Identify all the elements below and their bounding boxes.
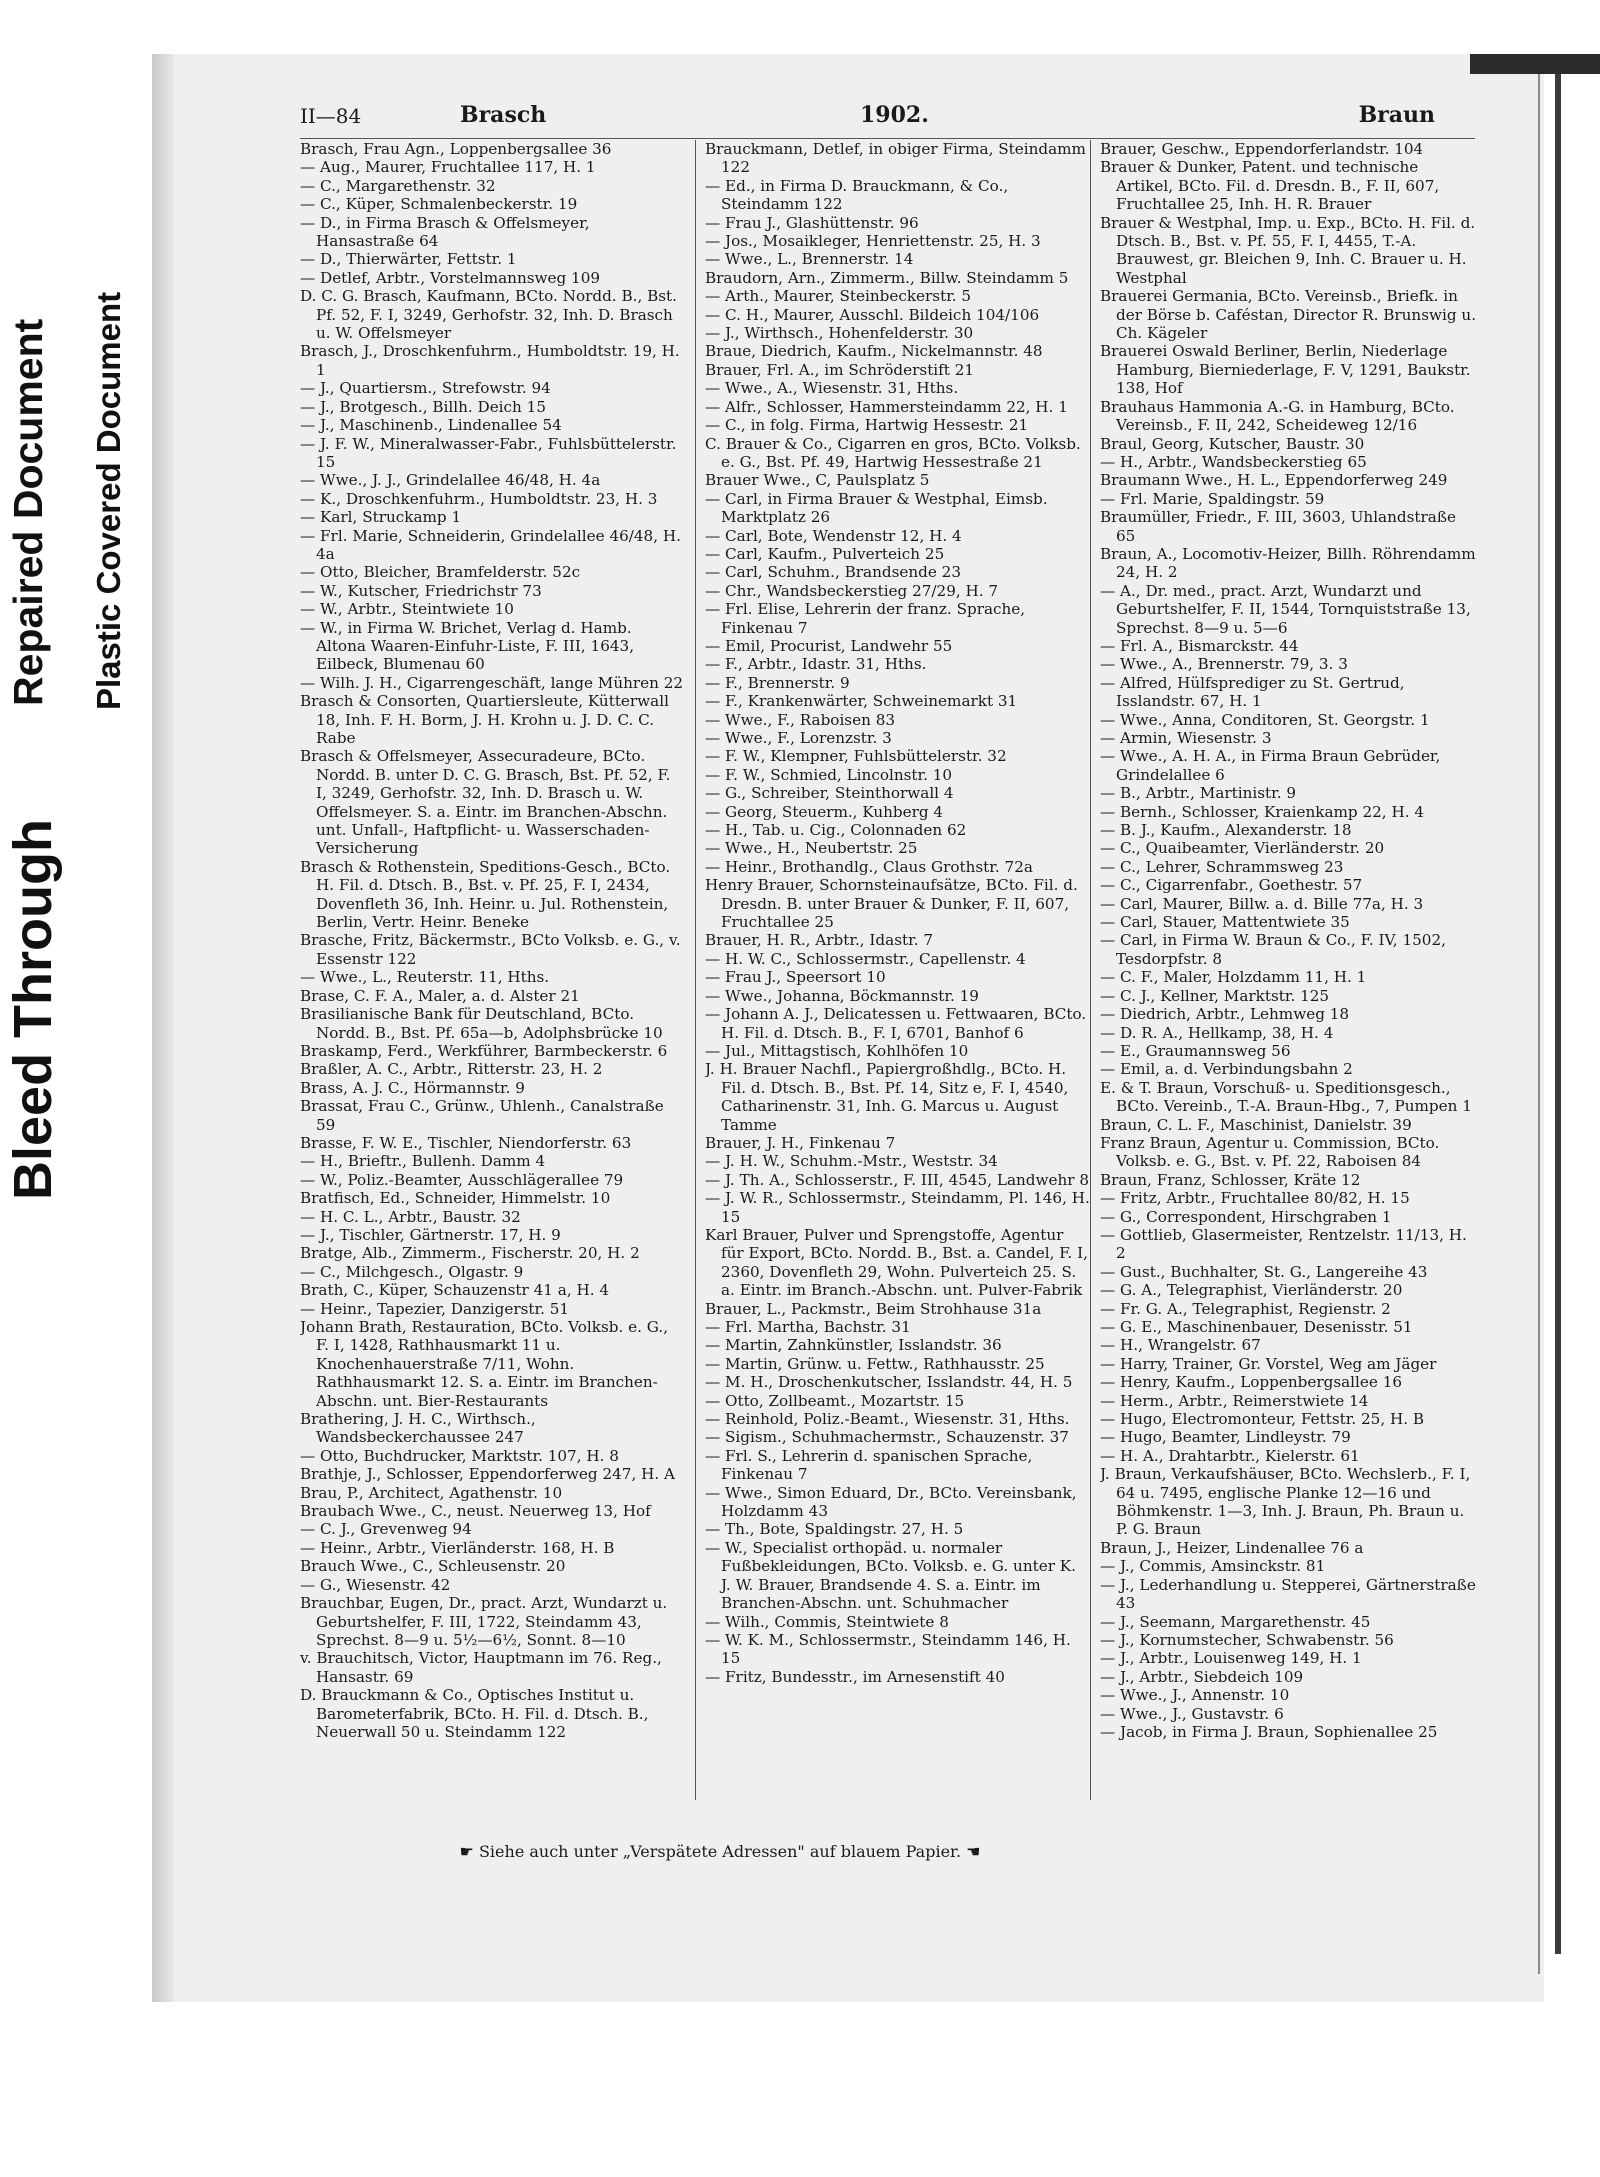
directory-entry: — Wwe., Johanna, Böckmannstr. 19	[705, 986, 979, 1005]
column-2	[705, 140, 1090, 1840]
directory-entry: — W., Poliz.-Beamter, Ausschlägerallee 79	[300, 1170, 624, 1189]
column-1	[300, 140, 685, 1840]
directory-entry: — Heinr., Brothandlg., Claus Grothstr. 72a	[705, 857, 1033, 876]
directory-entry: — F., Arbtr., Idastr. 31, Hths.	[705, 655, 927, 674]
directory-entry: — C. J., Grevenweg 94	[300, 1520, 472, 1539]
directory-entry: — F., Brennerstr. 9	[705, 673, 850, 692]
directory-entry: Brasch & Offelsmeyer, Assecuradeure, BCto. Nordd. B. unter D. C. G. Brasch, Bst. Pf. 52, F. I, 3249, Gerhofstr. 32, Inh. D. Brasch u. W. Offelsmeyer. S. a. Eintr. im Branchen-Abschn. unt. Unfall-, Haftpflicht- u. Wasserschaden-Versicherung	[300, 747, 671, 858]
directory-entry: — J., Lederhandlung u. Stepperei, Gärtnerstraße 43	[1100, 1575, 1476, 1613]
directory-entry: — Heinr., Tapezier, Danzigerstr. 51	[300, 1299, 570, 1318]
directory-entry: J. Braun, Verkaufshäuser, BCto. Wechslerb., F. I, 64 u. 7495, englische Planke 12—16 und Böhmkenstr. 1—3, Inh. J. Braun, Ph. Braun u. P. G. Braun	[1100, 1465, 1471, 1539]
directory-entry: Brauhaus Hammonia A.-G. in Hamburg, BCto. Vereinsb., F. II, 242, Scheideweg 12/16	[1100, 397, 1455, 435]
directory-entry: — Wwe., Simon Eduard, Dr., BCto. Vereinsbank, Holzdamm 43	[705, 1483, 1077, 1521]
directory-entry: — Gottlieb, Glasermeister, Rentzelstr. 11/13, H. 2	[1100, 1225, 1467, 1263]
directory-entry: — Frl. S., Lehrerin d. spanischen Sprache, Finkenau 7	[705, 1446, 1033, 1484]
directory-entry: — Wwe., Anna, Conditoren, St. Georgstr. 1	[1100, 710, 1430, 729]
directory-entry: E. & T. Braun, Vorschuß- u. Speditionsgesch., BCto. Vereinb., T.-A. Braun-Hbg., 7, Pumpen 1	[1100, 1078, 1472, 1116]
directory-entry: — J. W. R., Schlossermstr., Steindamm, Pl. 146, H. 15	[705, 1189, 1090, 1226]
directory-entry: — J. H. W., Schuhm.-Mstr., Weststr. 34	[705, 1152, 998, 1171]
directory-entry: — Wwe., J., Annenstr. 10	[1100, 1686, 1290, 1705]
column-3	[1100, 140, 1480, 1840]
directory-entry: — H., Brieftr., Bullenh. Damm 4	[300, 1152, 546, 1171]
directory-entry: Bratfisch, Ed., Schneider, Himmelstr. 10	[300, 1189, 611, 1208]
directory-entry: Brasilianische Bank für Deutschland, BCto. Nordd. B., Bst. Pf. 65a—b, Adolphsbrücke 10	[300, 1005, 663, 1042]
directory-entry: Brathje, J., Schlosser, Eppendorferweg 247, H. A	[300, 1465, 675, 1484]
directory-entry: — Johann A. J., Delicatessen u. Fettwaaren, BCto. H. Fil. d. Dtsch. B., F. I, 6701, Banhof 6	[705, 1005, 1087, 1042]
directory-entry: Brasche, Fritz, Bäckermstr., BCto Volksb. e. G., v. Essenstr 122	[300, 931, 681, 968]
directory-entry: — Henry, Kaufm., Loppenbergsallee 16	[1100, 1373, 1403, 1392]
directory-entry: — W., Arbtr., Steintwiete 10	[300, 600, 514, 619]
directory-entry: — C., Quaibeamter, Vierländerstr. 20	[1100, 839, 1385, 858]
directory-entry: Braun, A., Locomotiv-Heizer, Billh. Röhrendamm 24, H. 2	[1100, 544, 1476, 582]
directory-entry: Brauckmann, Detlef, in obiger Firma, Steindamm 122	[705, 140, 1086, 177]
header-rule	[300, 138, 1475, 139]
directory-entry: Brasch & Consorten, Quartiersleute, Kütterwall 18, Inh. F. H. Borm, J. H. Krohn u. J. D. C. C. Rabe	[300, 692, 669, 747]
directory-entry: Henry Brauer, Schornsteinaufsätze, BCto. Fil. d. Dresdn. B. unter Brauer & Dunker, F. II, 607, Fruchtallee 25	[705, 876, 1078, 932]
directory-entry: — C. J., Kellner, Marktstr. 125	[1100, 986, 1330, 1005]
column-rule-2	[1090, 140, 1091, 1800]
directory-entry: — C., in folg. Firma, Hartwig Hessestr. 21	[705, 416, 1029, 435]
directory-entry: — Frl. Marie, Schneiderin, Grindelallee 46/48, H. 4a	[300, 526, 681, 563]
directory-entry: Brauer, Geschw., Eppendorferlandstr. 104	[1100, 140, 1424, 158]
directory-entry: — J., Wirthsch., Hohenfelderstr. 30	[705, 324, 974, 343]
directory-entry: — W., Specialist orthopäd. u. normaler Fußbekleidungen, BCto. Volksb. e. G. unter K. J. W. Brauer, Brandsende 4. S. a. Eintr. im Branchen-Abschn. unt. Schuhmacher	[705, 1538, 1076, 1613]
page-header	[300, 100, 1475, 140]
directory-entry: — Diedrich, Arbtr., Lehmweg 18	[1100, 1005, 1350, 1024]
directory-entry: — B., Arbtr., Martinistr. 9	[1100, 784, 1297, 803]
directory-entry: Brauer, H. R., Arbtr., Idastr. 7	[705, 931, 934, 950]
directory-entry: — D. R. A., Hellkamp, 38, H. 4	[1100, 1023, 1334, 1042]
directory-entry: — J., Arbtr., Siebdeich 109	[1100, 1667, 1304, 1686]
directory-entry: Brassat, Frau C., Grünw., Uhlenh., Canalstraße 59	[300, 1097, 664, 1134]
directory-entry: — Frl. Elise, Lehrerin der franz. Sprache, Finkenau 7	[705, 600, 1026, 637]
directory-entry: — Wwe., A. H. A., in Firma Braun Gebrüder, Grindelallee 6	[1100, 747, 1441, 784]
directory-entry: — Wwe., L., Reuterstr. 11, Hths.	[300, 968, 550, 987]
directory-entry: — Otto, Zollbeamt., Mozartstr. 15	[705, 1391, 965, 1410]
directory-entry: — Fr. G. A., Telegraphist, Regienstr. 2	[1100, 1299, 1391, 1318]
directory-entry: — G., Schreiber, Steinthorwall 4	[705, 784, 954, 803]
directory-entry: — Jul., Mittagstisch, Kohlhöfen 10	[705, 1041, 969, 1060]
directory-entry: — Aug., Maurer, Fruchtallee 117, H. 1	[300, 158, 596, 177]
directory-entry: Brauch Wwe., C., Schleusenstr. 20	[300, 1557, 566, 1576]
directory-entry: — J., Quartiersm., Strefowstr. 94	[300, 379, 551, 398]
directory-entry: — Otto, Buchdrucker, Marktstr. 107, H. 8	[300, 1446, 619, 1465]
directory-entry: — Frl. Martha, Bachstr. 31	[705, 1318, 911, 1336]
directory-entry: — Carl, Stauer, Mattentwiete 35	[1100, 913, 1350, 932]
directory-entry: — D., Thierwärter, Fettstr. 1	[300, 250, 517, 269]
directory-entry: Brauer & Dunker, Patent. und technische Artikel, BCto. Fil. d. Dresdn. B., F. II, 607, Fruchtallee 25, Inh. H. R. Brauer	[1100, 158, 1440, 214]
directory-entry: — Hugo, Electromonteur, Fettstr. 25, H. B	[1100, 1410, 1425, 1429]
bleed-through-label: Bleed Through	[3, 819, 63, 1200]
directory-entry: — J., Brotgesch., Billh. Deich 15	[300, 397, 546, 416]
directory-entry: Brasch & Rothenstein, Speditions-Gesch., BCto. H. Fil. d. Dtsch. B., Bst. v. Pf. 25, F. I, 2434, Dovenfleth 36, Inh. Heinr. u. Jul. Rothenstein, Berlin, Vertr. Heinr. Beneke	[300, 857, 671, 932]
directory-entry: — Heinr., Arbtr., Vierländerstr. 168, H. B	[300, 1538, 615, 1557]
directory-entry: — Otto, Bleicher, Bramfelderstr. 52c	[300, 563, 581, 582]
directory-entry: — W., Kutscher, Friedrichstr 73	[300, 581, 542, 600]
directory-entry: — H. C. L., Arbtr., Baustr. 32	[300, 1207, 521, 1226]
directory-entry: — Alfred, Hülfsprediger zu St. Gertrud, Isslandstr. 67, H. 1	[1100, 673, 1405, 711]
directory-entry: — C. F., Maler, Holzdamm 11, H. 1	[1100, 968, 1367, 987]
directory-entry: — C., Cigarrenfabr., Goethestr. 57	[1100, 876, 1363, 895]
directory-entry: Brauer, Frl. A., im Schröderstift 21	[705, 360, 975, 379]
directory-entry: — Th., Bote, Spaldingstr. 27, H. 5	[705, 1520, 964, 1539]
column-rule-1	[695, 140, 696, 1800]
directory-entry: Braubach Wwe., C., neust. Neuerweg 13, Hof	[300, 1502, 651, 1521]
directory-entry: — Wilh. J. H., Cigarrengeschäft, lange Mühren 22	[300, 673, 684, 692]
directory-entry: Brauer, J. H., Finkenau 7	[705, 1133, 896, 1152]
directory-entry: — W., in Firma W. Brichet, Verlag d. Hamb. Altona Waaren-Einfuhr-Liste, F. III, 1643, Eilbeck, Blumenau 60	[300, 618, 635, 674]
directory-entry: — Wwe., H., Neubertstr. 25	[705, 839, 918, 858]
directory-entry: — Alfr., Schlosser, Hammersteindamm 22, H. 1	[705, 397, 1068, 416]
footer-note: ☛ Siehe auch unter „Verspätete Adressen" auf blauem Papier. ☚	[459, 1842, 981, 1861]
side-labels	[0, 0, 160, 1200]
header-left-word: Brasch	[460, 102, 547, 128]
directory-entry: Brauer & Westphal, Imp. u. Exp., BCto. H. Fil. d. Dtsch. B., Bst. v. Pf. 55, F. I, 4455, T.-A. Brauwest, gr. Bleichen 9, Inh. C. Brauer u. H. Westphal	[1100, 213, 1476, 287]
directory-entry: — J., Commis, Amsinckstr. 81	[1100, 1557, 1326, 1576]
directory-entry: Braun, J., Heizer, Lindenallee 76 a	[1100, 1538, 1364, 1557]
directory-entry: — Armin, Wiesenstr. 3	[1100, 729, 1272, 747]
directory-entry: C. Brauer & Co., Cigarren en gros, BCto. Volksb. e. G., Bst. Pf. 49, Hartwig Hessestraße 21	[705, 434, 1081, 471]
scan-right-edge	[1555, 74, 1561, 1954]
directory-entry: — Wwe., J. J., Grindelallee 46/48, H. 4a	[300, 471, 601, 490]
directory-entry: — Karl, Struckamp 1	[300, 508, 462, 527]
directory-entry: — Herm., Arbtr., Reimerstwiete 14	[1100, 1391, 1369, 1410]
directory-entry: — Wwe., J., Gustavstr. 6	[1100, 1704, 1284, 1723]
directory-entry: — K., Droschkenfuhrm., Humboldtstr. 23, H. 3	[300, 489, 658, 508]
directory-entry: Braumann Wwe., H. L., Eppendorferweg 249	[1100, 471, 1448, 490]
directory-entry: Brauerei Oswald Berliner, Berlin, Niederlage Hamburg, Bierniederlage, F. V, 1291, Baukstr. 138, Hof	[1100, 342, 1471, 398]
directory-entry: — Carl, Bote, Wendenstr 12, H. 4	[705, 526, 962, 545]
plastic-covered-label: Plastic Covered Document	[90, 291, 127, 710]
directory-entry: — J., Arbtr., Louisenweg 149, H. 1	[1100, 1649, 1362, 1668]
directory-entry: — Fritz, Arbtr., Fruchtallee 80/82, H. 15	[1100, 1189, 1410, 1208]
directory-entry: — Detlef, Arbtr., Vorstelmannsweg 109	[300, 268, 601, 287]
directory-entry: — W. K. M., Schlossermstr., Steindamm 146, H. 15	[705, 1630, 1071, 1668]
directory-entry: Braumüller, Friedr., F. III, 3603, Uhlandstraße 65	[1100, 508, 1456, 545]
directory-entry: v. Brauchitsch, Victor, Hauptmann im 76. Reg., Hansastr. 69	[300, 1649, 662, 1686]
directory-entry: — Carl, Maurer, Billw. a. d. Bille 77a, H. 3	[1100, 894, 1424, 913]
directory-entry: — J., Kornumstecher, Schwabenstr. 56	[1100, 1630, 1394, 1649]
repaired-document-label: Repaired Document	[5, 318, 51, 706]
directory-entry: — Frl. A., Bismarckstr. 44	[1100, 636, 1299, 655]
directory-entry: — Wwe., F., Lorenzstr. 3	[705, 729, 892, 747]
directory-entry: — Bernh., Schlosser, Kraienkamp 22, H. 4	[1100, 802, 1425, 821]
directory-entry: Braue, Diedrich, Kaufm., Nickelmannstr. 48	[705, 342, 1043, 361]
directory-entry: — Wilh., Commis, Steintwiete 8	[705, 1612, 949, 1631]
directory-entry: — Hugo, Beamter, Lindleystr. 79	[1100, 1428, 1351, 1447]
directory-entry: — H., Arbtr., Wandsbeckerstieg 65	[1100, 452, 1367, 471]
directory-entry: — Frl. Marie, Spaldingstr. 59	[1100, 489, 1325, 508]
directory-entry: Brauerei Germania, BCto. Vereinsb., Briefk. in der Börse b. Caféstan, Director R. Brunswig u. Ch. Kägeler	[1100, 287, 1477, 343]
directory-entry: — G. A., Telegraphist, Vierländerstr. 20	[1100, 1281, 1403, 1300]
directory-entry: — Martin, Zahnkünstler, Isslandstr. 36	[705, 1336, 1002, 1355]
directory-entry: — Harry, Trainer, Gr. Vorstel, Weg am Jäger	[1100, 1354, 1437, 1373]
directory-entry: — Arth., Maurer, Steinbeckerstr. 5	[705, 287, 972, 306]
directory-entry: — Carl, Schuhm., Brandsende 23	[705, 563, 962, 582]
directory-entry: Karl Brauer, Pulver und Sprengstoffe, Agentur für Export, BCto. Nordd. B., Bst. a. Candel, F. I, 2360, Dovenfleth 29, Wohn. Pulverteich 25. S. a. Eintr. im Branch.-Abschn. unt. Pulver-Fabrik	[705, 1225, 1088, 1300]
directory-entry: — G., Wiesenstr. 42	[300, 1575, 451, 1594]
directory-entry: — Emil, Procurist, Landwehr 55	[705, 636, 953, 655]
directory-entry: — J. F. W., Mineralwasser-Fabr., Fuhlsbüttelerstr. 15	[300, 434, 677, 471]
directory-entry: Brauer Wwe., C, Paulsplatz 5	[705, 471, 930, 490]
scan-right-edge-inner	[1538, 74, 1540, 1974]
directory-entry: Brath, C., Küper, Schauzenstr 41 a, H. 4	[300, 1281, 610, 1300]
directory-entry: Brathering, J. H. C., Wirthsch., Wandsbeckerchaussee 247	[300, 1410, 536, 1447]
directory-entry: Brass, A. J. C., Hörmannstr. 9	[300, 1078, 525, 1097]
directory-entry: — Carl, in Firma Brauer & Westphal, Eimsb. Marktplatz 26	[705, 489, 1048, 527]
directory-entry: — F. W., Klempner, Fuhlsbüttelerstr. 32	[705, 747, 1007, 766]
directory-entry: — H., Tab. u. Cig., Colonnaden 62	[705, 821, 967, 840]
directory-entry: — Emil, a. d. Verbindungsbahn 2	[1100, 1060, 1353, 1079]
directory-entry: — G., Correspondent, Hirschgraben 1	[1100, 1207, 1392, 1226]
directory-entry: — Gust., Buchhalter, St. G., Langereihe 43	[1100, 1262, 1428, 1281]
directory-entry: Brau, P., Architect, Agathenstr. 10	[300, 1483, 563, 1502]
directory-entry: D. C. G. Brasch, Kaufmann, BCto. Nordd. B., Bst. Pf. 52, F. I, 3249, Gerhofstr. 32, Inh. D. Brasch u. W. Offelsmeyer	[300, 287, 677, 343]
directory-entry: — F., Krankenwärter, Schweinemarkt 31	[705, 692, 1018, 711]
directory-entry: — B. J., Kaufm., Alexanderstr. 18	[1100, 821, 1352, 840]
header-year: 1902.	[860, 102, 929, 128]
directory-entry: Brasse, F. W. E., Tischler, Niendorferstr. 63	[300, 1133, 632, 1152]
header-right-word: Braun	[1358, 102, 1435, 128]
directory-entry: — D., in Firma Brasch & Offelsmeyer, Hansastraße 64	[300, 213, 590, 251]
directory-entry: — J., Seemann, Margarethenstr. 45	[1100, 1612, 1371, 1631]
directory-entry: — Carl, in Firma W. Braun & Co., F. IV, 1502, Tesdorpfstr. 8	[1100, 931, 1446, 968]
directory-entry: D. Brauckmann & Co., Optisches Institut u. Barometerfabrik, BCto. H. Fil. d. Dtsch. B., Neuerwall 50 u. Steindamm 122	[300, 1686, 649, 1741]
directory-entry: — Frau J., Speersort 10	[705, 968, 886, 987]
directory-entry: — H. A., Drahtarbtr., Kielerstr. 61	[1100, 1446, 1360, 1465]
directory-entry: — F. W., Schmied, Lincolnstr. 10	[705, 765, 953, 784]
directory-entry: — Georg, Steuerm., Kuhberg 4	[705, 802, 944, 821]
directory-entry: — E., Graumannsweg 56	[1100, 1041, 1291, 1060]
directory-entry: — Fritz, Bundesstr., im Arnesenstift 40	[705, 1667, 1005, 1686]
directory-page	[300, 100, 1475, 1860]
directory-entry: — Carl, Kaufm., Pulverteich 25	[705, 544, 945, 563]
directory-entry: Brasch, Frau Agn., Loppenbergsallee 36	[300, 140, 612, 158]
directory-entry: — Martin, Grünw. u. Fettw., Rathhausstr. 25	[705, 1354, 1045, 1373]
directory-entry: Brasch, J., Droschkenfuhrm., Humboldtstr. 19, H. 1	[300, 342, 680, 379]
directory-entry: — J., Tischler, Gärtnerstr. 17, H. 9	[300, 1225, 561, 1244]
directory-entry: — Wwe., L., Brennerstr. 14	[705, 250, 914, 269]
directory-entry: J. H. Brauer Nachfl., Papiergroßhdlg., BCto. H. Fil. d. Dtsch. B., Bst. Pf. 14, Sitz e, F. I, 4540, Catharinenstr. 31, Inh. G. Marcus u. August Tamme	[705, 1060, 1069, 1134]
directory-entry: — A., Dr. med., pract. Arzt, Wundarzt und Geburtshelfer, F. II, 1544, Tornquiststraße 13, Sprechst. 8—9 u. 5—6	[1100, 581, 1471, 637]
directory-entry: Braun, C. L. F., Maschinist, Danielstr. 39	[1100, 1115, 1412, 1134]
directory-entry: Braul, Georg, Kutscher, Baustr. 30	[1100, 434, 1365, 453]
directory-entry: — Wwe., F., Raboisen 83	[705, 710, 896, 729]
directory-entry: — H. W. C., Schlossermstr., Capellenstr. 4	[705, 949, 1026, 968]
directory-entry: Brauchbar, Eugen, Dr., pract. Arzt, Wundarzt u. Geburtshelfer, F. III, 1722, Steindamm 43, Sprechst. 8—9 u. 5½—6½, Sonnt. 8—10	[300, 1594, 668, 1649]
scan-binding-edge	[152, 54, 174, 2002]
directory-entry: — C., Milchgesch., Olgastr. 9	[300, 1262, 524, 1281]
directory-entry: Bratge, Alb., Zimmerm., Fischerstr. 20, H. 2	[300, 1244, 640, 1263]
directory-entry: — H., Wrangelstr. 67	[1100, 1336, 1261, 1355]
directory-entry: — Chr., Wandsbeckerstieg 27/29, H. 7	[705, 581, 999, 600]
directory-entry: — Sigism., Schuhmachermstr., Schauzenstr. 37	[705, 1428, 1069, 1447]
directory-entry: — Reinhold, Poliz.-Beamt., Wiesenstr. 31, Hths.	[705, 1410, 1070, 1429]
directory-entry: Braudorn, Arn., Zimmerm., Billw. Steindamm 5	[705, 268, 1069, 287]
directory-entry: — J., Maschinenb., Lindenallee 54	[300, 416, 562, 435]
directory-entry: Brauer, L., Packmstr., Beim Strohhause 31a	[705, 1299, 1042, 1318]
directory-entry: Braßler, A. C., Arbtr., Ritterstr. 23, H. 2	[300, 1060, 603, 1079]
directory-entry: — C., Küper, Schmalenbeckerstr. 19	[300, 195, 578, 214]
directory-entry: — C., Margarethenstr. 32	[300, 176, 496, 195]
directory-entry: — G. E., Maschinenbauer, Desenisstr. 51	[1100, 1318, 1413, 1336]
directory-entry: — Ed., in Firma D. Brauckmann, & Co., Steindamm 122	[705, 176, 1009, 214]
directory-entry: — C. H., Maurer, Ausschl. Bildeich 104/106	[705, 305, 1040, 324]
directory-entry: Johann Brath, Restauration, BCto. Volksb. e. G., F. I, 1428, Rathhausmarkt 11 u. Knochenhauerstraße 7/11, Wohn. Rathhausmarkt 12. S. a. Eintr. im Branchen-Abschn. unt. Bier-Restaurants	[300, 1318, 669, 1410]
directory-entry: Franz Braun, Agentur u. Commission, BCto. Volksb. e. G., Bst. v. Pf. 22, Raboisen 84	[1100, 1133, 1440, 1171]
directory-entry: — Wwe., A., Brennerstr. 79, 3. 3	[1100, 655, 1348, 674]
directory-entry: — Frau J., Glashüttenstr. 96	[705, 213, 919, 232]
directory-entry: Braskamp, Ferd., Werkführer, Barmbeckerstr. 6	[300, 1041, 668, 1060]
directory-entry: — Jacob, in Firma J. Braun, Sophienallee 25	[1100, 1722, 1438, 1741]
directory-entry: Brase, C. F. A., Maler, a. d. Alster 21	[300, 986, 580, 1005]
page-number: II—84	[300, 104, 362, 128]
directory-entry: — Jos., Mosaikleger, Henriettenstr. 25, H. 3	[705, 232, 1041, 251]
directory-entry: — J. Th. A., Schlosserstr., F. III, 4545, Landwehr 8	[705, 1170, 1090, 1189]
directory-entry: — M. H., Droschenkutscher, Isslandstr. 44, H. 5	[705, 1373, 1073, 1392]
directory-entry: Braun, Franz, Schlosser, Kräte 12	[1100, 1170, 1361, 1189]
directory-entry: — Wwe., A., Wiesenstr. 31, Hths.	[705, 379, 959, 398]
directory-entry: — C., Lehrer, Schrammsweg 23	[1100, 857, 1344, 876]
scan-dark-tab	[1470, 54, 1600, 74]
